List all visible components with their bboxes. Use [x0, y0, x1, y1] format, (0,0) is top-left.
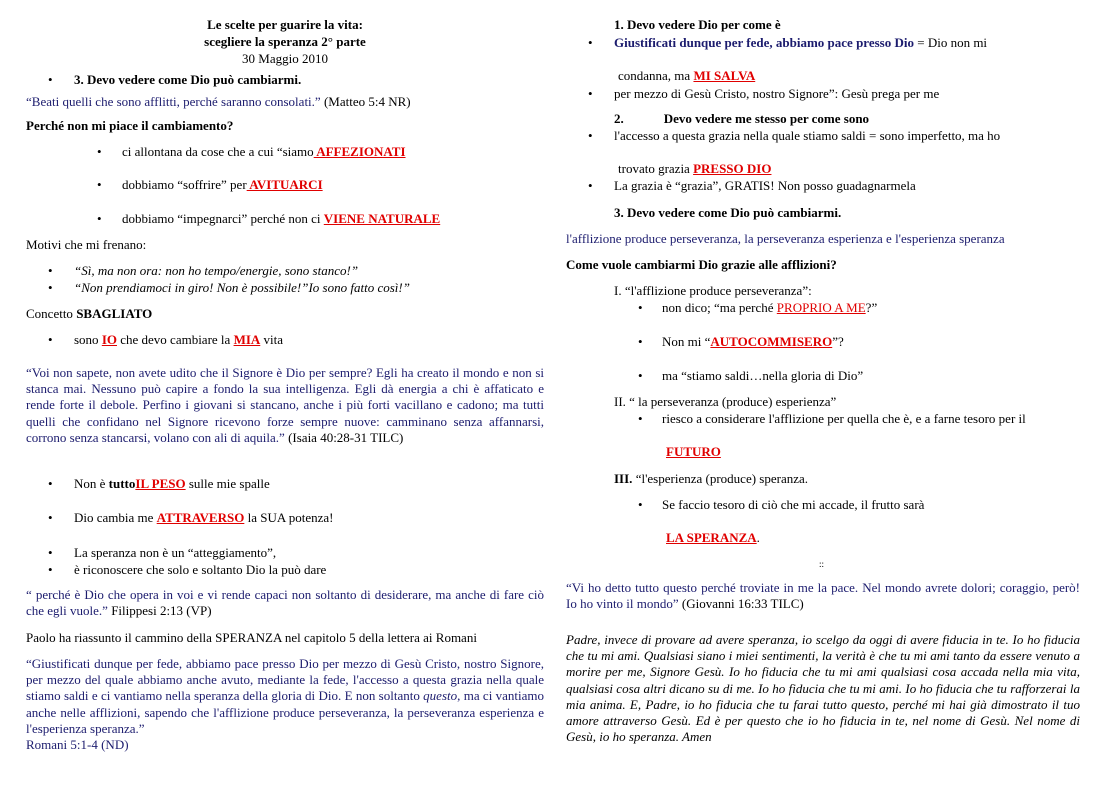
highlight-presso-dio: PRESSO DIO [693, 161, 772, 176]
highlight-viene-naturale: VIENE NATURALE [323, 211, 441, 226]
bullet-icon: • [48, 545, 53, 560]
highlight-io: IO [101, 332, 117, 347]
stiamo-saldi-line: ma “stiamo saldi…nella gloria di Dio” [662, 368, 864, 383]
bullet-icon: • [638, 334, 643, 349]
quote-romani-italic: questo [423, 688, 458, 704]
quote-matteo-text: “Beati quelli che sono afflitti, perché saranno consolati.” [26, 94, 321, 109]
bullet-icon: • [588, 178, 593, 193]
heading-2-text: Devo vedere me stesso per come sono [663, 111, 870, 126]
afflizione-line: l'afflizione produce perseveranza, la perseveranza esperienza e l'esperienza speranza [566, 231, 1005, 246]
quote-filippesi-ref: Filippesi 2:13 (VP) [111, 603, 212, 619]
motivo-1: “Sì, ma non ora: non ho tempo/energie, sono stanco!” [74, 263, 359, 278]
giustificati-line [614, 35, 987, 50]
prayer-paragraph: Padre, invece di provare ad avere speranza, io scelgo da oggi di avere fiducia in te. Io ho fiducia che tu mi ami. Qualsiasi siano i miei sentimenti, la verità è che tu mi ami tanto da essere venuto a morire per me, Signore Gesù. Io ho fiducia che tu mi ami qualsiasi cosa accada nella mia vita, qualsiasi cosa altri dicano su di me. Io ho fiducia che tu mi ami. Io ho fiducia che tu rafforzerai la mia anima. E, Padre, io ho fiducia che tu farai tutto questo, perché mi hai già dimostrato il tuo amore attraverso Gesù. Ed è per questo che io ho fiducia in te, nel nome di Gesù. Nel nome di Gesù, io ho speranza. Amen [566, 632, 1080, 745]
attraverso-text: Dio cambia me [74, 510, 157, 525]
bullet-icon: • [638, 497, 643, 512]
quote-matteo-ref: (Matteo 5:4 NR) [323, 94, 411, 109]
sono-io-line [74, 332, 283, 347]
grazia-line: La grazia è “grazia”, GRATIS! Non posso guadagnarmela [614, 178, 916, 193]
quote-romani [26, 656, 544, 753]
bullet-icon: • [97, 144, 102, 159]
quote-isaia [26, 365, 544, 446]
bullet-icon: • [638, 411, 643, 426]
concetto-bold: SBAGLIATO [76, 306, 153, 321]
doc-title-line1: Le scelte per guarire la vita: [207, 17, 363, 32]
reason-text: dobbiamo “impegnarci” perché non ci [122, 211, 321, 226]
highlight-mi-salva: MI SALVA [693, 68, 756, 83]
la-speranza-dot: . [756, 530, 760, 545]
quote-isaia-ref: (Isaia 40:28-31 TILC) [288, 429, 404, 445]
attraverso-line [74, 510, 334, 525]
giustificati-blue: Giustificati dunque per fede, abbiamo pace presso Dio [614, 35, 914, 50]
bullet-icon: • [588, 86, 593, 101]
bullet-icon: • [48, 72, 53, 87]
concetto-text: Concetto [26, 306, 77, 321]
section-heading-3: 3. Devo vedere come Dio può cambiarmi. [74, 72, 302, 87]
quote-matteo [26, 94, 411, 109]
presso-dio-text: trovato grazia [618, 161, 694, 176]
autocommisero-line [662, 334, 844, 349]
sono-text: sono [74, 332, 102, 347]
quote-romani-text-2: , ma ci vantiamo anche nelle afflizioni, sapendo che l'afflizione produce perseveranza, la perseveranza esperienza e l'esperienza speranza.” [26, 688, 545, 736]
bullet-icon: • [588, 128, 593, 143]
come-vuole-heading: Come vuole cambiarmi Dio grazie alle afflizioni? [566, 257, 837, 272]
salva-line [618, 68, 755, 83]
proprio-text: non dico; “ma perché [662, 300, 777, 315]
point-i: I. “l'afflizione produce perseveranza”: [614, 283, 812, 298]
bullet-icon: • [97, 177, 102, 192]
salva-text: condanna, ma [618, 68, 694, 83]
gesu-prega-line: per mezzo di Gesù Cristo, nostro Signore”: Gesù prega per me [614, 86, 940, 101]
quote-giovanni-ref: (Giovanni 16:33 TILC) [681, 596, 804, 612]
motivi-heading: Motivi che mi frenano: [26, 237, 147, 252]
quote-filippesi [26, 587, 544, 619]
highlight-mia: MIA [233, 332, 261, 347]
bullet-icon: • [48, 332, 53, 347]
section-separator: :: [819, 559, 825, 569]
highlight-proprio-a-me: PROPRIO A ME [776, 300, 866, 315]
speranza-line-1: La speranza non è un “atteggiamento”, [74, 545, 277, 560]
concetto-sbagliato [26, 306, 152, 321]
proprio-a-me-line [662, 300, 877, 315]
autocommisero-text: Non mi “ [662, 334, 711, 349]
riesco-line: riesco a considerare l'afflizione per quella che è, e a farne tesoro per il [662, 411, 1026, 426]
faccio-tesoro-line: Se faccio tesoro di ciò che mi accade, il frutto sarà [662, 497, 925, 512]
doc-date: 30 Maggio 2010 [242, 51, 328, 66]
highlight-il-peso: IL PESO [135, 476, 186, 491]
quote-giovanni [566, 580, 1080, 612]
highlight-futuro: FUTURO [666, 444, 721, 459]
peso-text: Non è [74, 476, 109, 491]
highlight-attraverso: ATTRAVERSO [156, 510, 245, 525]
bullet-icon: • [588, 35, 593, 50]
right-heading-2 [614, 111, 869, 126]
doc-title-line2: scegliere la speranza 2° parte [204, 34, 366, 49]
motivo-2: “Non prendiamoci in giro! Non è possibile!”Io sono fatto così!” [74, 280, 410, 295]
question-heading: Perché non mi piace il cambiamento? [26, 118, 234, 133]
heading-2-number: 2. [614, 111, 624, 126]
autocommisero-post: ”? [832, 334, 844, 349]
giustificati-post: = Dio non mi [913, 35, 988, 50]
sono-post: vita [260, 332, 284, 347]
bullet-icon: • [48, 263, 53, 278]
highlight-avituarci: AVITUARCI [246, 177, 323, 192]
quote-isaia-text: “Voi non sapete, non avete udito che il Signore è Dio per sempre? Egli ha creato il mondo e non si stanca mai. Nessuno può capire a fondo la sua intelligenza. Egli dà energia a chi è affaticato e rende forte il debole. Perfino i giovani si stancano, anche i più forti vacillano e cadono; ma tutti quelli che confidano nel Signore ricevono forze sempre nuove: camminano senza affannarsi, corrono senza stancarsi, volano con ali di aquila.” [26, 365, 544, 445]
reason-abituarci [122, 177, 323, 192]
paolo-line: Paolo ha riassunto il cammino della SPERANZA nel capitolo 5 della lettera ai Romani [26, 630, 477, 645]
bullet-icon: • [48, 562, 53, 577]
quote-filippesi-text: “ perché è Dio che opera in voi e vi rende capaci non soltanto di desiderare, ma anche di fare ciò che egli vuole.” [26, 587, 544, 619]
sono-mid: che devo cambiare la [116, 332, 234, 347]
quote-giovanni-text: “Vi ho detto tutto questo perché troviate in me la pace. Nel mondo avrete dolori; coraggio, però! Io ho vinto il mondo” [566, 580, 1080, 612]
proprio-post: ?” [865, 300, 878, 315]
highlight-affezionati: AFFEZIONATI [313, 144, 406, 159]
attraverso-post: la SUA potenza! [244, 510, 334, 525]
reason-naturale [122, 211, 440, 226]
point-ii: II. “ la perseveranza (produce) esperienza” [614, 394, 837, 409]
right-heading-3: 3. Devo vedere come Dio può cambiarmi. [614, 205, 842, 220]
quote-romani-ref: Romani 5:1-4 (ND) [26, 737, 129, 753]
peso-bold: tutto [108, 476, 136, 491]
highlight-la-speranza: LA SPERANZA [666, 530, 757, 545]
presso-dio-line [618, 161, 771, 176]
right-heading-1: 1. Devo vedere Dio per come è [614, 17, 781, 32]
point-iii-text: “l'esperienza (produce) speranza. [632, 471, 809, 486]
point-iii [614, 471, 808, 486]
reason-affezionati [122, 144, 406, 159]
point-iii-number: III. [614, 471, 633, 486]
bullet-icon: • [638, 300, 643, 315]
bullet-icon: • [638, 368, 643, 383]
quote-romani-text: “Giustificati dunque per fede, abbiamo pace presso Dio per mezzo di Gesù Cristo, nostro Signore, per mezzo del quale abbiamo anche avuto, mediante la fede, l'accesso a questa grazia nella quale stiamo saldi e ci vantiamo nella speranza della gloria di Dio. E non soltanto [26, 656, 544, 704]
la-speranza-line [666, 530, 760, 545]
reason-text: dobbiamo “soffrire” per [122, 177, 247, 192]
bullet-icon: • [48, 510, 53, 525]
peso-line [74, 476, 270, 491]
speranza-line-2: è riconoscere che solo e soltanto Dio la può dare [74, 562, 327, 577]
bullet-icon: • [48, 476, 53, 491]
reason-text: ci allontana da cose che a cui “siamo [122, 144, 314, 159]
bullet-icon: • [48, 280, 53, 295]
highlight-autocommisero: AUTOCOMMISERO [710, 334, 833, 349]
accesso-line: l'accesso a questa grazia nella quale stiamo saldi = sono imperfetto, ma ho [614, 128, 1001, 143]
peso-post: sulle mie spalle [185, 476, 270, 491]
bullet-icon: • [97, 211, 102, 226]
